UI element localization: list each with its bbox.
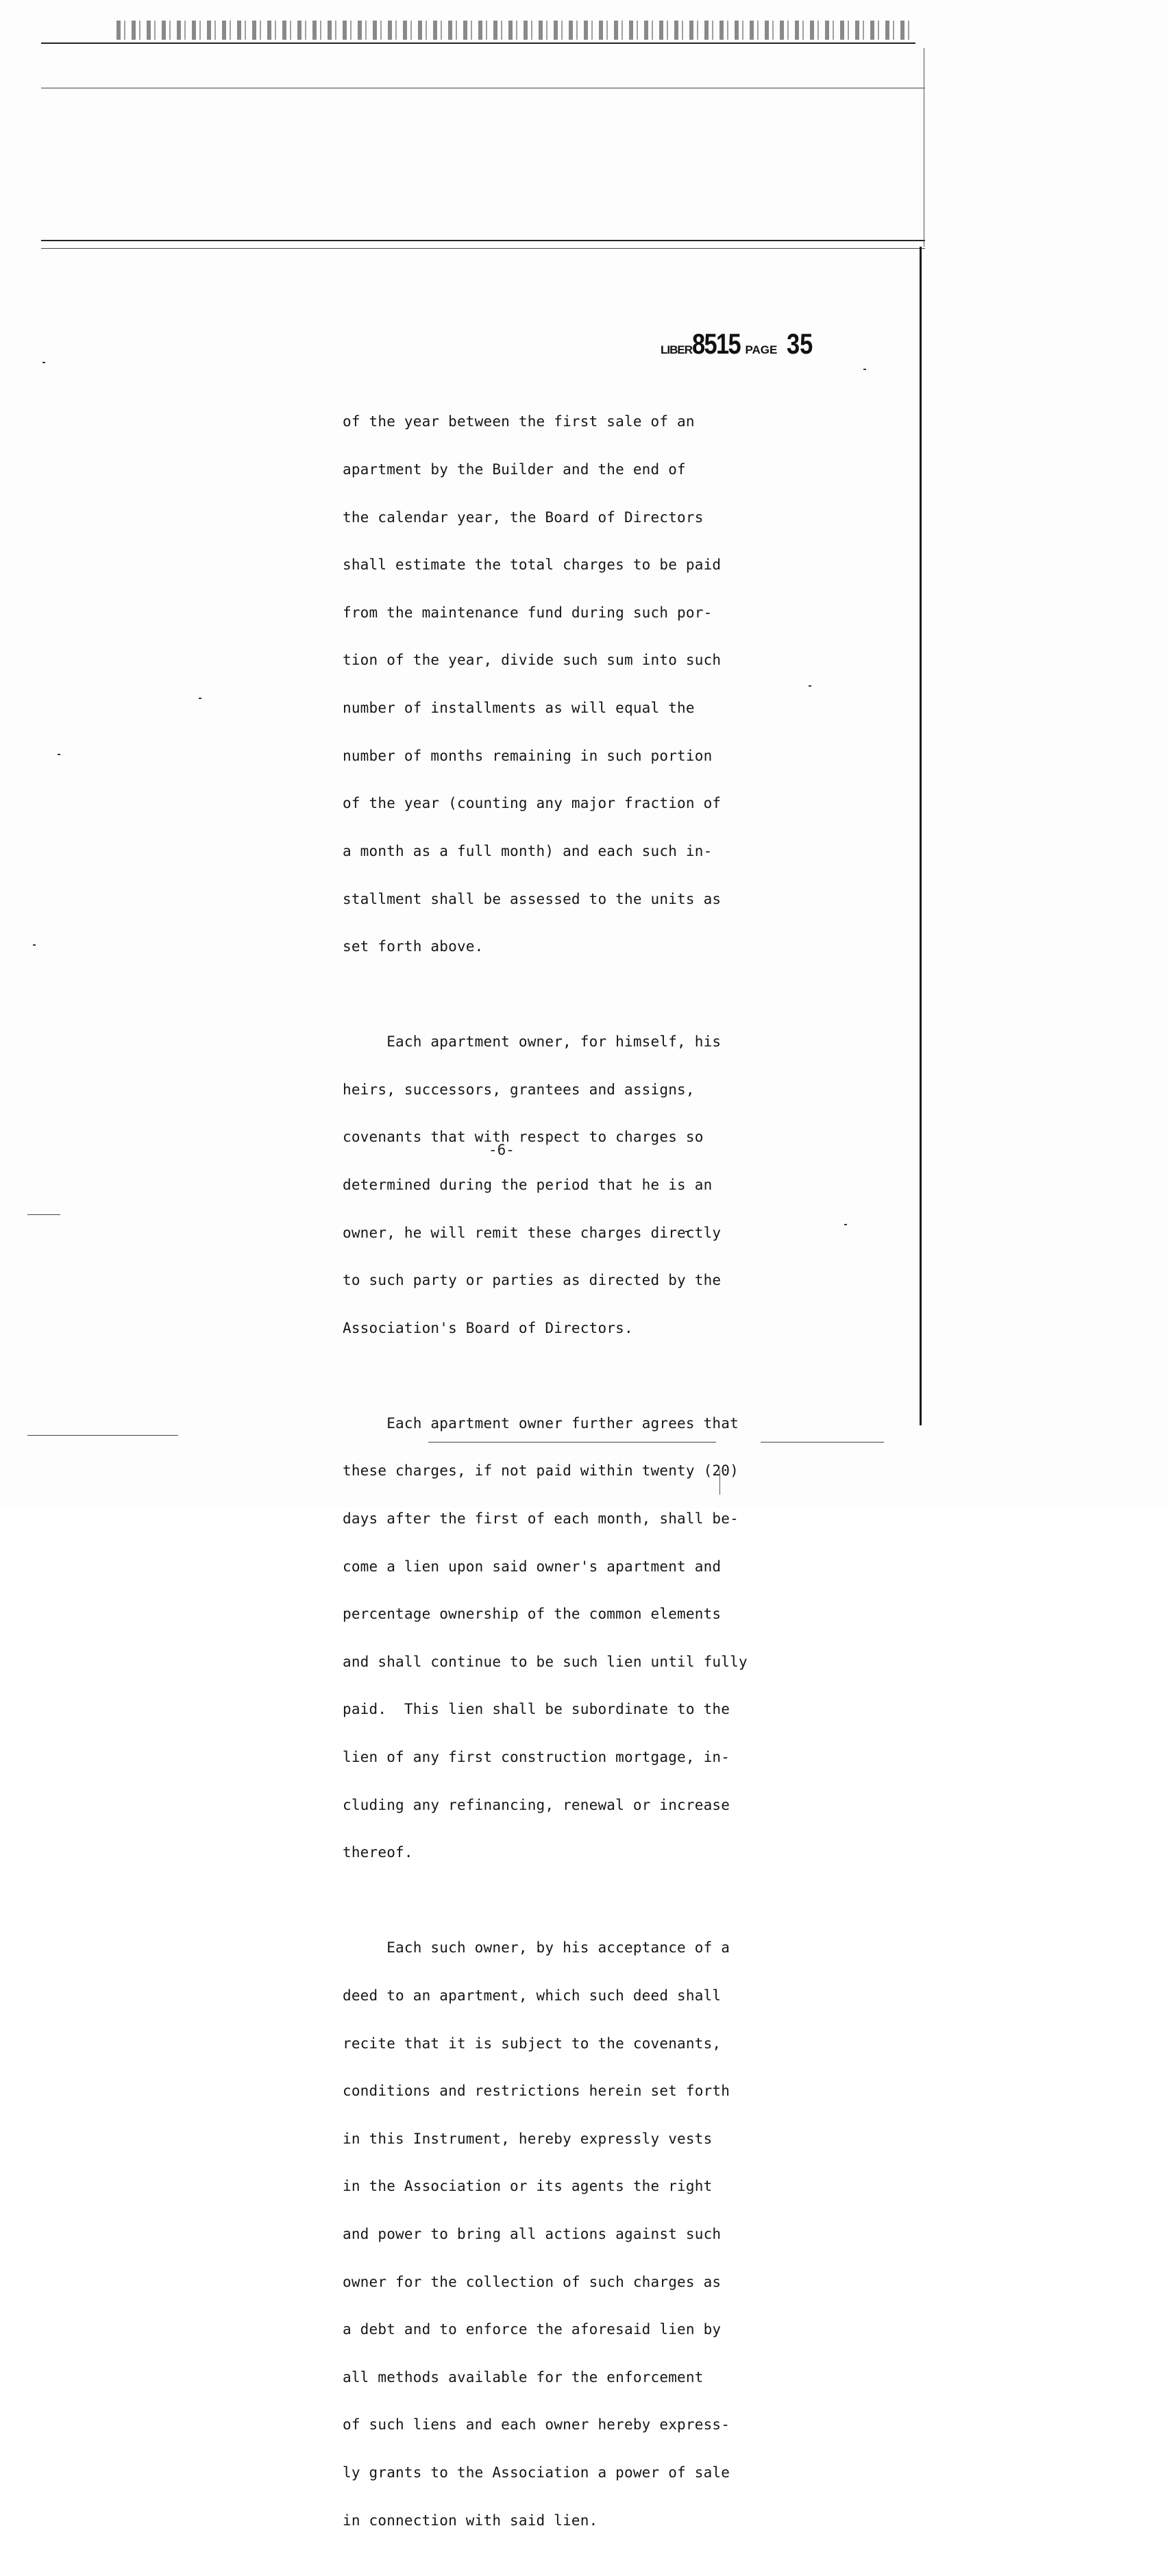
text-line: to such party or parties as directed by the xyxy=(343,1272,722,1289)
page-label: PAGE xyxy=(745,343,778,356)
text-line: Each such owner, by his acceptance of a xyxy=(343,1939,730,1956)
text-line: Each apartment owner, for himself, his xyxy=(343,1033,722,1051)
text-line: paid. This lien shall be subordinate to the xyxy=(343,1701,730,1718)
text-line: ly grants to the Association a power of sale xyxy=(343,2464,730,2481)
text-line: number of installments as will equal the xyxy=(343,700,695,717)
upper-rule-2 xyxy=(41,248,925,249)
paragraph-4 xyxy=(343,1909,822,2560)
scan-speck xyxy=(33,944,36,946)
text-line: these charges, if not paid within twenty (20) xyxy=(343,1462,739,1480)
scan-speck xyxy=(863,369,866,370)
text-line: the calendar year, the Board of Directors xyxy=(343,508,704,526)
text-line: and shall continue to be such lien until fully xyxy=(343,1653,748,1670)
text-line: apartment by the Builder and the end of xyxy=(343,461,686,478)
text-line: in this Instrument, hereby expressly vests xyxy=(343,2130,713,2147)
header-scan-noise xyxy=(116,21,911,40)
text-line: set forth above. xyxy=(343,938,484,955)
bottom-left-rule xyxy=(27,1435,178,1436)
right-edge-line xyxy=(920,247,922,1425)
page-footer-number: -6- xyxy=(489,1142,515,1158)
book-label: LIBER xyxy=(661,343,692,356)
text-line: number of months remaining in such portion xyxy=(343,747,713,764)
text-line: conditions and restrictions herein set forth xyxy=(343,2083,730,2100)
document-body xyxy=(343,382,822,2576)
text-line: owner for the collection of such charges as xyxy=(343,2273,722,2290)
paragraph-2 xyxy=(343,1003,822,1369)
paragraph-1 xyxy=(343,382,822,987)
paragraph-3 xyxy=(343,1384,822,1893)
text-line: of such liens and each owner hereby express- xyxy=(343,2416,730,2433)
text-line: in the Association or its agents the right xyxy=(343,2178,713,2195)
text-line: tion of the year, divide such sum into such xyxy=(343,652,722,669)
text-line: from the maintenance fund during such por- xyxy=(343,604,713,621)
text-line: a debt and to enforce the aforesaid lien by xyxy=(343,2321,722,2338)
text-line: lien of any first construction mortgage, in- xyxy=(343,1749,730,1766)
book-page-reference xyxy=(661,328,819,360)
text-line: determined during the period that he is an xyxy=(343,1176,713,1193)
scan-speck xyxy=(42,362,45,363)
text-line: come a lien upon said owner's apartment and xyxy=(343,1558,722,1575)
text-line: of the year (counting any major fraction of xyxy=(343,795,722,812)
text-line: percentage ownership of the common elements xyxy=(343,1606,722,1623)
text-line: days after the first of each month, shall be- xyxy=(343,1510,739,1528)
scan-speck xyxy=(844,1224,847,1225)
text-line: all methods available for the enforcement xyxy=(343,2368,704,2385)
text-line: Each apartment owner further agrees that xyxy=(343,1414,739,1432)
text-line: deed to an apartment, which such deed shall xyxy=(343,1987,722,2004)
upper-rule xyxy=(41,240,925,241)
text-line: of the year between the first sale of an xyxy=(343,413,695,430)
text-line: shall estimate the total charges to be paid xyxy=(343,556,722,574)
page-number-stamp: 35 xyxy=(787,328,813,360)
text-line: heirs, successors, grantees and assigns, xyxy=(343,1081,695,1098)
book-number: 8515 xyxy=(692,328,741,360)
text-line: thereof. xyxy=(343,1844,413,1861)
text-line: recite that it is subject to the covenants, xyxy=(343,2035,722,2052)
text-line: cluding any refinancing, renewal or increase xyxy=(343,1796,730,1813)
text-line: a month as a full month) and each such in- xyxy=(343,842,713,859)
text-line: covenants that with respect to charges so xyxy=(343,1129,704,1146)
text-line: owner, he will remit these charges directly xyxy=(343,1224,722,1241)
text-line: and power to bring all actions against such xyxy=(343,2225,722,2242)
top-rule xyxy=(41,42,915,44)
left-rule xyxy=(27,1214,60,1215)
scan-speck xyxy=(58,754,60,755)
text-line: stallment shall be assessed to the units as xyxy=(343,890,722,907)
text-line: Association's Board of Directors. xyxy=(343,1319,633,1336)
text-line: in connection with said lien. xyxy=(343,2512,598,2529)
scan-speck xyxy=(199,698,201,699)
